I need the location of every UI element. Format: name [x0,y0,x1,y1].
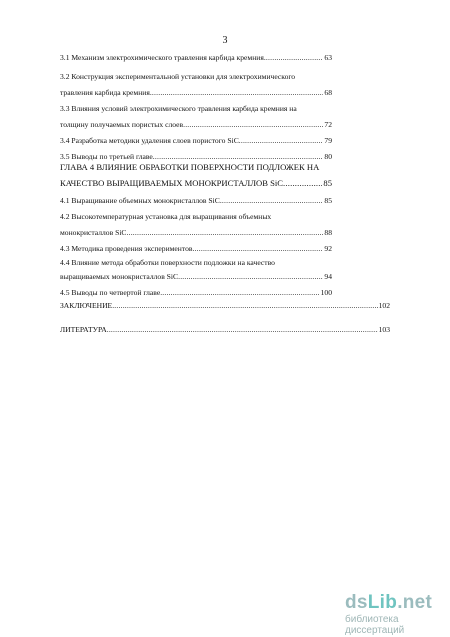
toc-leader-dots [220,195,324,206]
dslib-watermark [345,593,445,636]
toc-entry-text: толщину получаемых пористых слоев [60,120,184,129]
page-number: 3 [222,35,228,46]
toc-entry-text: 3.3 Влияния условий электрохимического травления карбида кремния на [60,104,297,113]
toc-entry [60,287,332,298]
toc-entry-page: 88 [324,228,332,237]
toc-leader-dots [160,287,319,298]
toc-entry [60,119,332,130]
toc-entry-page: 85 [323,178,332,188]
toc-entry-text: выращиваемых монокристаллов SiC [60,272,179,281]
toc-entry-text: 4.4 Влияние метода обработки поверхности подложки на качество [60,258,275,267]
toc-entry-text: 4.1 Выращивание объемных монокристаллов SiC [60,196,220,205]
toc-entry-text: 4.3 Методика проведения экспериментов [60,244,193,253]
toc-entry-page: 79 [324,136,332,145]
toc-entry [60,71,295,82]
toc-entry-page: 102 [378,301,390,310]
toc-leader-dots [127,227,324,238]
toc-entry-text: 4.2 Высокотемпературная установка для выращивания объемных [60,212,272,221]
toc-entry [60,227,332,238]
toc-entry-text: ЛИТЕРАТУРА [60,325,107,334]
toc-entry [60,151,332,162]
toc-leader-dots [107,324,378,335]
toc-entry [60,103,297,114]
toc-entry-page: 103 [378,325,390,334]
toc-entry [60,243,332,254]
dslib-logo: dsLib.net [345,592,433,613]
toc-entry-text: 3.4 Разработка методики удаления слоев пористого SiC [60,136,239,145]
toc-entry-page: 72 [324,120,332,129]
toc-entry-page: 85 [324,196,332,205]
toc-literature [60,324,390,335]
toc-leader-dots [183,119,323,130]
toc-entry-text: 3.2 Конструкция экспериментальной установки для электрохимического [60,72,296,81]
toc-entry-page: 63 [324,53,332,62]
toc-entry-page: 92 [324,244,332,253]
toc-leader-dots [150,87,324,98]
toc-entry [60,257,275,268]
toc-entry-text: 3.1 Механизм электрохимического травления карбида кремния [60,53,264,62]
toc-entry-text: ЗАКЛЮЧЕНИЕ [60,301,113,310]
toc-chapter-heading [60,162,319,173]
toc-leader-dots [192,243,323,254]
toc-entry-text: КАЧЕСТВО ВЫРАЩИВАЕМЫХ МОНОКРИСТАЛЛОВ SiC [60,178,284,188]
toc-entry-text: 4.5 Выводы по четвертой главе [60,288,161,297]
toc-entry [60,195,332,206]
dslib-subtitle: библиотека диссертаций [345,614,405,636]
toc-entry-page: 94 [324,272,332,281]
toc-entry [60,87,332,98]
toc-entry [60,52,332,63]
toc-leader-dots [178,271,323,282]
toc-entry-text: ГЛАВА 4 ВЛИЯНИЕ ОБРАБОТКИ ПОВЕРХНОСТИ ПОДЛОЖЕК НА [60,162,320,172]
toc-entry-page: 68 [324,88,332,97]
toc-conclusion [60,300,390,311]
toc-entry [60,211,271,222]
toc-entry-page: 80 [324,152,332,161]
toc-leader-dots [283,178,322,189]
toc-entry-text: монокристаллов SiC [60,228,127,237]
toc-chapter-heading [60,178,332,189]
toc-entry-text: травления карбида кремния [60,88,150,97]
toc-entry-text: 3.5 Выводы по третьей главе [60,152,153,161]
toc-entry [60,135,332,146]
toc-leader-dots [264,52,324,63]
toc-leader-dots [239,135,324,146]
toc-entry-page: 100 [320,288,332,297]
toc-leader-dots [112,300,377,311]
toc-leader-dots [153,151,324,162]
toc-entry [60,271,332,282]
